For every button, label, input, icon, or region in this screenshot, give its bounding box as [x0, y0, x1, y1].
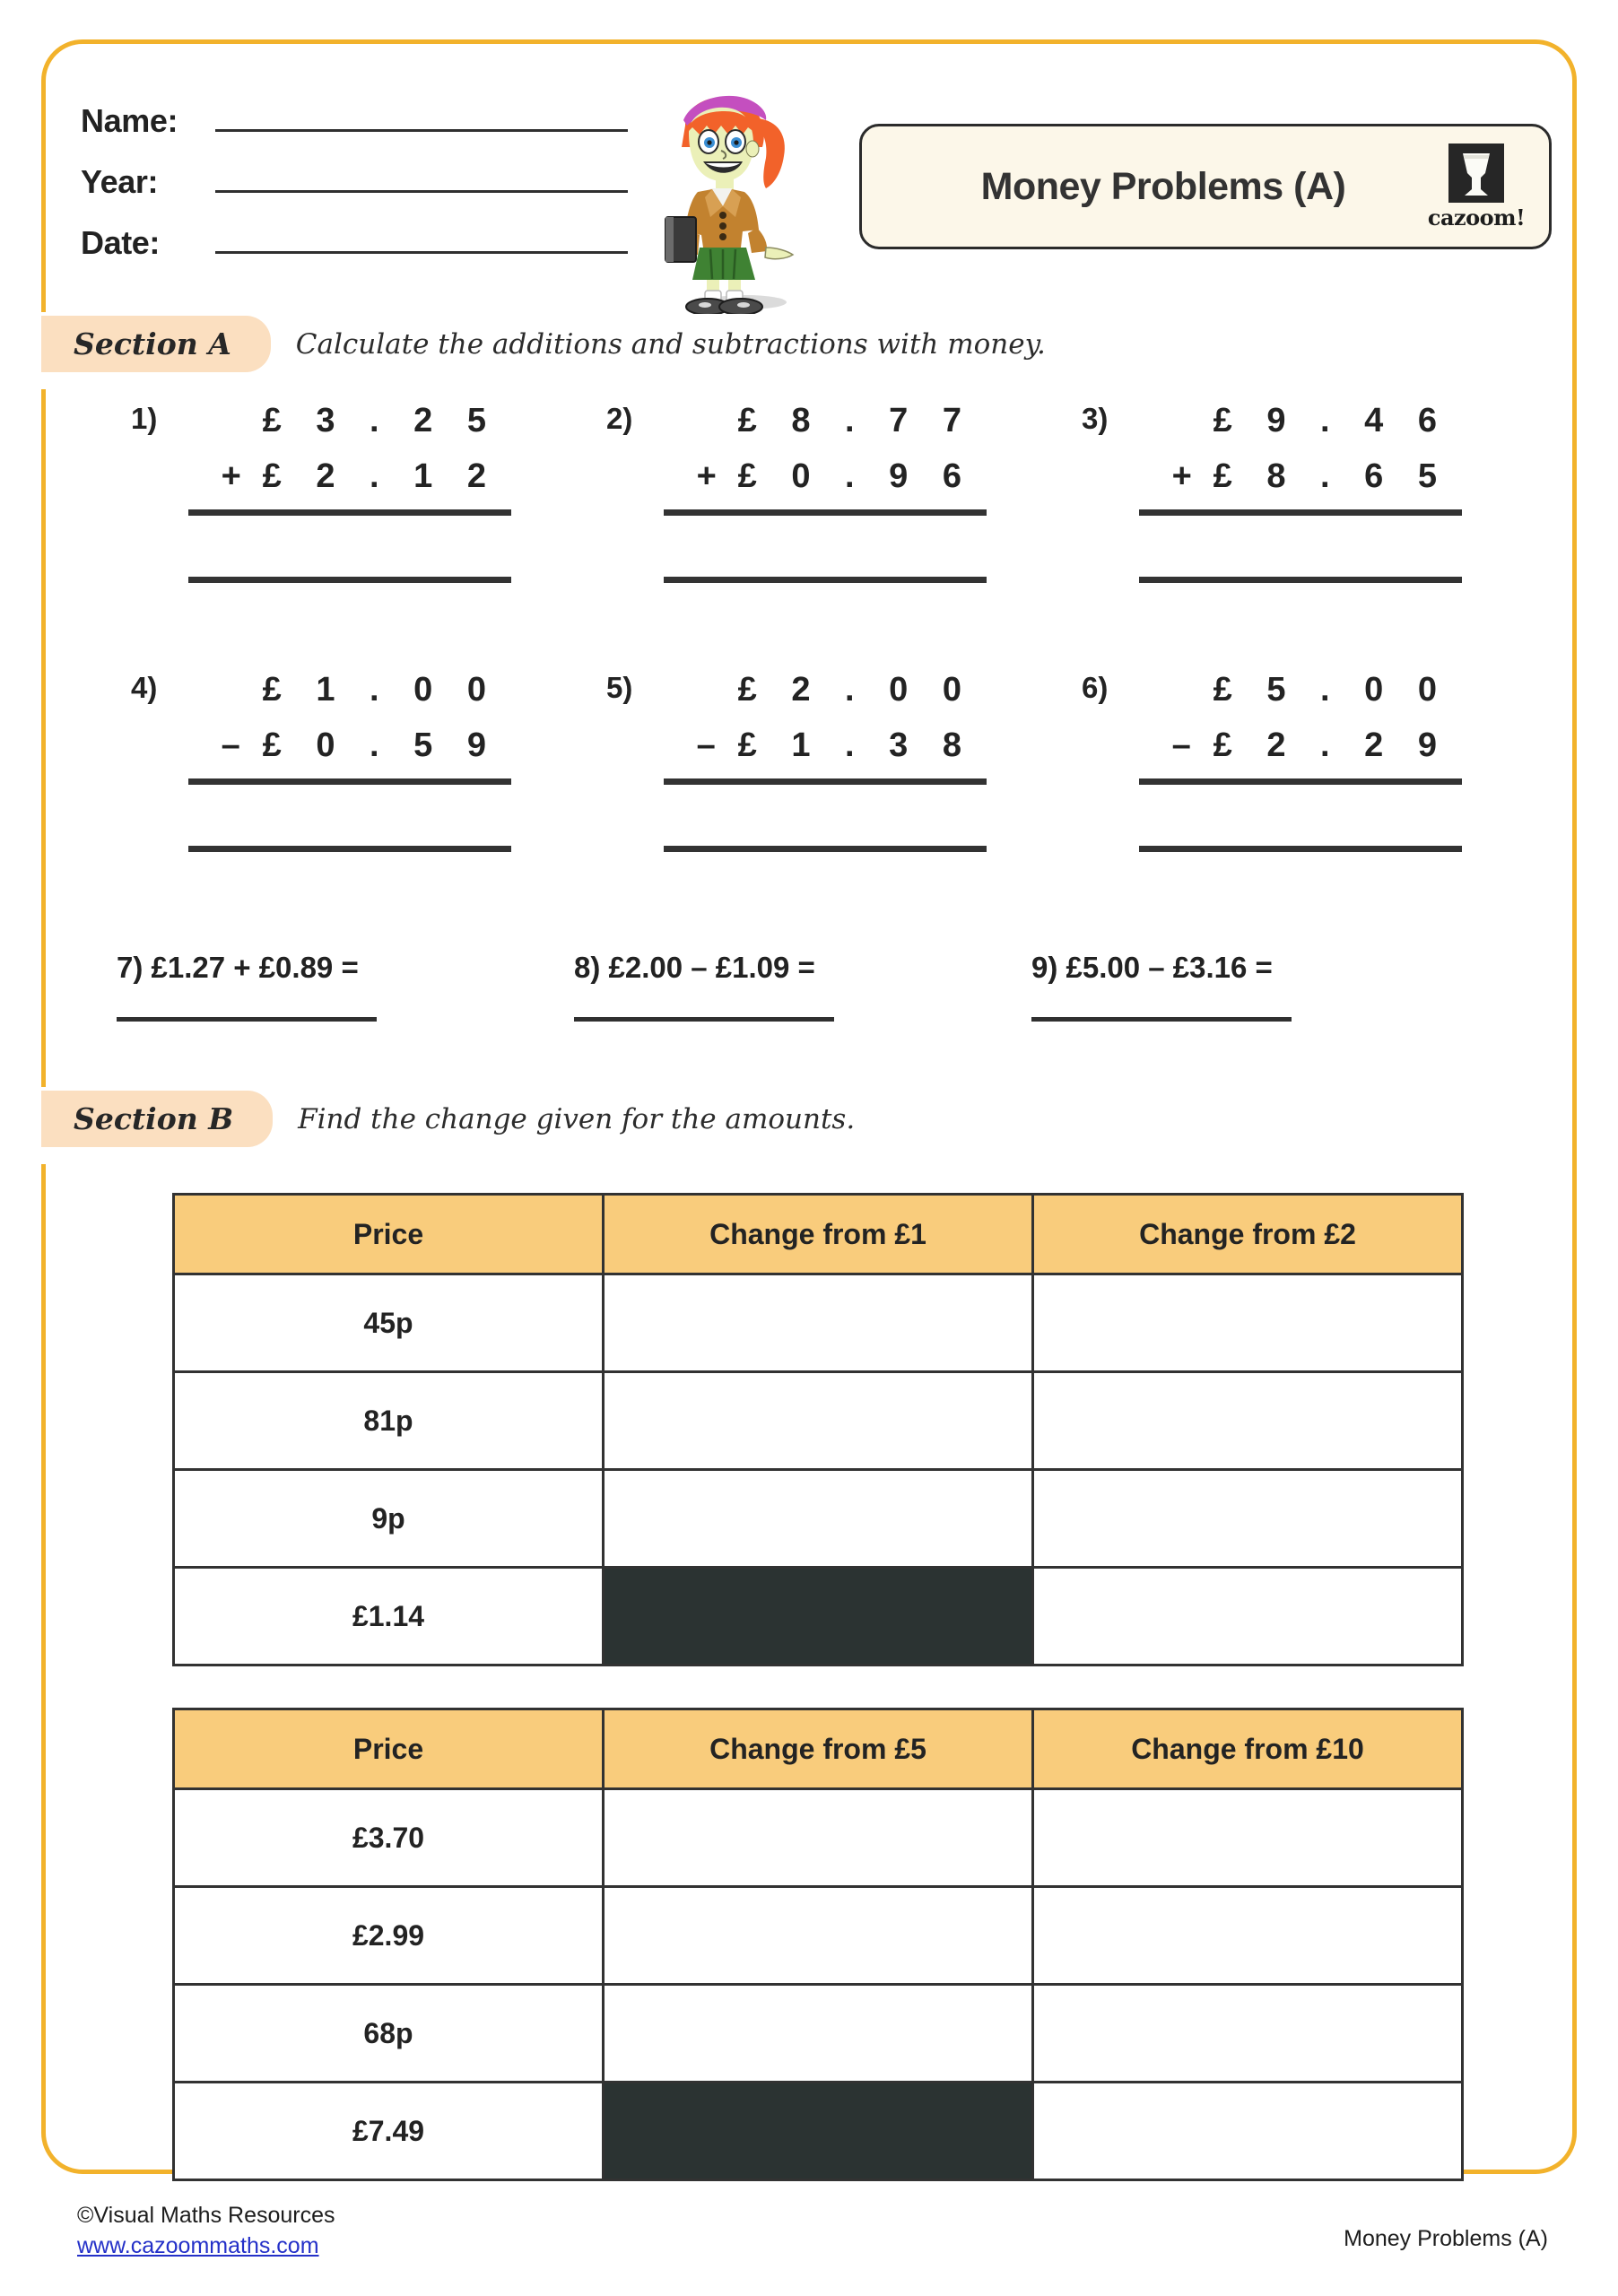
answer-space[interactable]	[664, 516, 987, 571]
operand-bottom: £ 1 . 3 8	[737, 726, 974, 764]
short-problem-text: 9) £5.00 – £3.16 =	[1031, 951, 1273, 984]
short-problem-text: 8) £2.00 – £1.09 =	[574, 951, 815, 984]
operand-bottom: £ 2 . 2 9	[1213, 726, 1449, 764]
page-footer	[77, 2201, 1548, 2262]
change-cell-a[interactable]	[604, 1470, 1033, 1568]
header-change-a: Change from £1	[604, 1195, 1033, 1274]
change-cell-b[interactable]	[1033, 1887, 1463, 1985]
name-field-label: Name:	[81, 102, 178, 139]
sum-rule-top	[1139, 509, 1462, 516]
short-problems-grid	[117, 951, 1534, 1022]
footer-credits	[77, 2201, 335, 2262]
table-row	[174, 1887, 1463, 1985]
operand-bottom: £ 0 . 9 6	[737, 457, 974, 495]
operator: –	[221, 726, 240, 764]
name-field-row	[81, 99, 628, 140]
short-problem-8	[574, 951, 1031, 1022]
operand-bottom: £ 8 . 6 5	[1213, 457, 1449, 495]
change-cell-b[interactable]	[1033, 1789, 1463, 1887]
short-problem-9	[1031, 951, 1489, 1022]
sum-rule-bottom	[1139, 846, 1462, 852]
copyright-text: ©Visual Maths Resources	[77, 2203, 335, 2228]
price-cell: 45p	[174, 1274, 604, 1372]
table-row	[174, 1789, 1463, 1887]
operand-top: £ 9 . 4 6	[1213, 401, 1449, 439]
table-row	[174, 1470, 1463, 1568]
blocked-cell	[604, 2083, 1033, 2180]
price-cell: £2.99	[174, 1887, 604, 1985]
cazoom-wordmark: cazoom!	[1427, 204, 1526, 230]
section-a-banner	[41, 316, 1046, 372]
problem-number: 2)	[606, 402, 633, 435]
table-row	[174, 1274, 1463, 1372]
operand-top: £ 2 . 0 0	[737, 670, 974, 709]
name-field-input[interactable]	[215, 99, 628, 132]
change-table-1	[172, 1193, 1464, 1666]
change-cell-b[interactable]	[1033, 1470, 1463, 1568]
footer-worksheet-name: Money Problems (A)	[1344, 2226, 1548, 2251]
column-sum-2	[583, 393, 1058, 662]
price-cell: 9p	[174, 1470, 604, 1568]
change-cell-a[interactable]	[604, 1887, 1033, 1985]
cazoommaths-link[interactable]: www.cazoommaths.com	[77, 2232, 319, 2258]
schoolgirl-mascot-icon	[642, 81, 813, 314]
change-cell-b[interactable]	[1033, 2083, 1463, 2180]
operand-top: £ 5 . 0 0	[1213, 670, 1449, 709]
answer-space[interactable]	[188, 785, 511, 840]
problem-number: 1)	[131, 402, 158, 435]
column-sum-5	[583, 662, 1058, 931]
date-field-label: Date:	[81, 224, 161, 261]
operand-top: £ 8 . 7 7	[737, 401, 974, 439]
section-b-description: Find the change given for the amounts.	[298, 1102, 856, 1135]
operand-bottom: £ 0 . 5 9	[262, 726, 499, 764]
problem-number: 6)	[1082, 671, 1109, 704]
column-sum-6	[1058, 662, 1534, 931]
column-sum-1	[108, 393, 583, 662]
price-cell: £1.14	[174, 1568, 604, 1665]
change-cell-b[interactable]	[1033, 1274, 1463, 1372]
operator: –	[696, 726, 716, 764]
operator: –	[1171, 726, 1191, 764]
answer-space[interactable]	[1139, 516, 1462, 571]
table-row	[174, 1372, 1463, 1470]
sum-rule-top	[1139, 778, 1462, 785]
sum-rule-bottom	[1139, 577, 1462, 583]
sum-rule-top	[664, 778, 987, 785]
sum-rule-bottom	[664, 577, 987, 583]
blocked-cell	[604, 1568, 1033, 1665]
header-change-a: Change from £5	[604, 1709, 1033, 1789]
problem-number: 3)	[1082, 402, 1109, 435]
price-cell: £7.49	[174, 2083, 604, 2180]
column-sums-row-2	[108, 662, 1534, 931]
column-sums-row-1	[108, 393, 1534, 662]
problem-number: 4)	[131, 671, 158, 704]
cazoom-logo	[1423, 144, 1529, 230]
page-title: Money Problems (A)	[980, 164, 1346, 208]
operand-top: £ 3 . 2 5	[262, 401, 499, 439]
sum-rule-top	[188, 778, 511, 785]
sum-rule-bottom	[188, 577, 511, 583]
short-problem-text: 7) £1.27 + £0.89 =	[117, 951, 359, 984]
change-cell-a[interactable]	[604, 1985, 1033, 2083]
date-field-row	[81, 221, 628, 262]
column-sum-4	[108, 662, 583, 931]
column-sums-grid	[108, 393, 1534, 931]
answer-space[interactable]	[664, 785, 987, 840]
change-cell-a[interactable]	[604, 1274, 1033, 1372]
change-cell-a[interactable]	[604, 1789, 1033, 1887]
cazoom-hourglass-icon	[1448, 144, 1504, 203]
price-cell: £3.70	[174, 1789, 604, 1887]
change-cell-b[interactable]	[1033, 1985, 1463, 2083]
sum-rule-top	[188, 509, 511, 516]
change-cell-a[interactable]	[604, 1372, 1033, 1470]
price-cell: 68p	[174, 1985, 604, 2083]
answer-space[interactable]	[188, 516, 511, 571]
operator: +	[221, 457, 241, 495]
problem-number: 5)	[606, 671, 633, 704]
change-cell-b[interactable]	[1033, 1372, 1463, 1470]
date-field-input[interactable]	[215, 221, 628, 254]
operand-bottom: £ 2 . 1 2	[262, 457, 499, 495]
section-b-label: Section B	[41, 1091, 273, 1147]
answer-line[interactable]	[117, 1017, 377, 1022]
sum-rule-bottom	[188, 846, 511, 852]
section-a-label: Section A	[41, 316, 271, 372]
sum-rule-top	[664, 509, 987, 516]
table-row	[174, 1985, 1463, 2083]
header-change-b: Change from £2	[1033, 1195, 1463, 1274]
operator: +	[1171, 457, 1192, 495]
section-a-description: Calculate the additions and subtractions with money.	[295, 327, 1046, 361]
answer-line[interactable]	[574, 1017, 834, 1022]
year-field-row	[81, 160, 628, 201]
sum-rule-bottom	[664, 846, 987, 852]
operand-top: £ 1 . 0 0	[262, 670, 499, 709]
column-sum-3	[1058, 393, 1534, 662]
table-row	[174, 2083, 1463, 2180]
answer-line[interactable]	[1031, 1017, 1292, 1022]
student-fields	[81, 99, 628, 282]
table-header-row	[174, 1709, 1463, 1789]
table-row	[174, 1568, 1463, 1665]
price-cell: 81p	[174, 1372, 604, 1470]
section-b-banner	[41, 1091, 855, 1147]
change-table-2	[172, 1708, 1464, 2181]
worksheet-header	[81, 81, 1552, 305]
header-price: Price	[174, 1195, 604, 1274]
title-card	[859, 124, 1552, 249]
table-header-row	[174, 1195, 1463, 1274]
answer-space[interactable]	[1139, 785, 1462, 840]
change-cell-b[interactable]	[1033, 1568, 1463, 1665]
header-price: Price	[174, 1709, 604, 1789]
header-change-b: Change from £10	[1033, 1709, 1463, 1789]
year-field-label: Year:	[81, 163, 159, 200]
short-problem-7	[117, 951, 574, 1022]
operator: +	[696, 457, 717, 495]
year-field-input[interactable]	[215, 160, 628, 193]
